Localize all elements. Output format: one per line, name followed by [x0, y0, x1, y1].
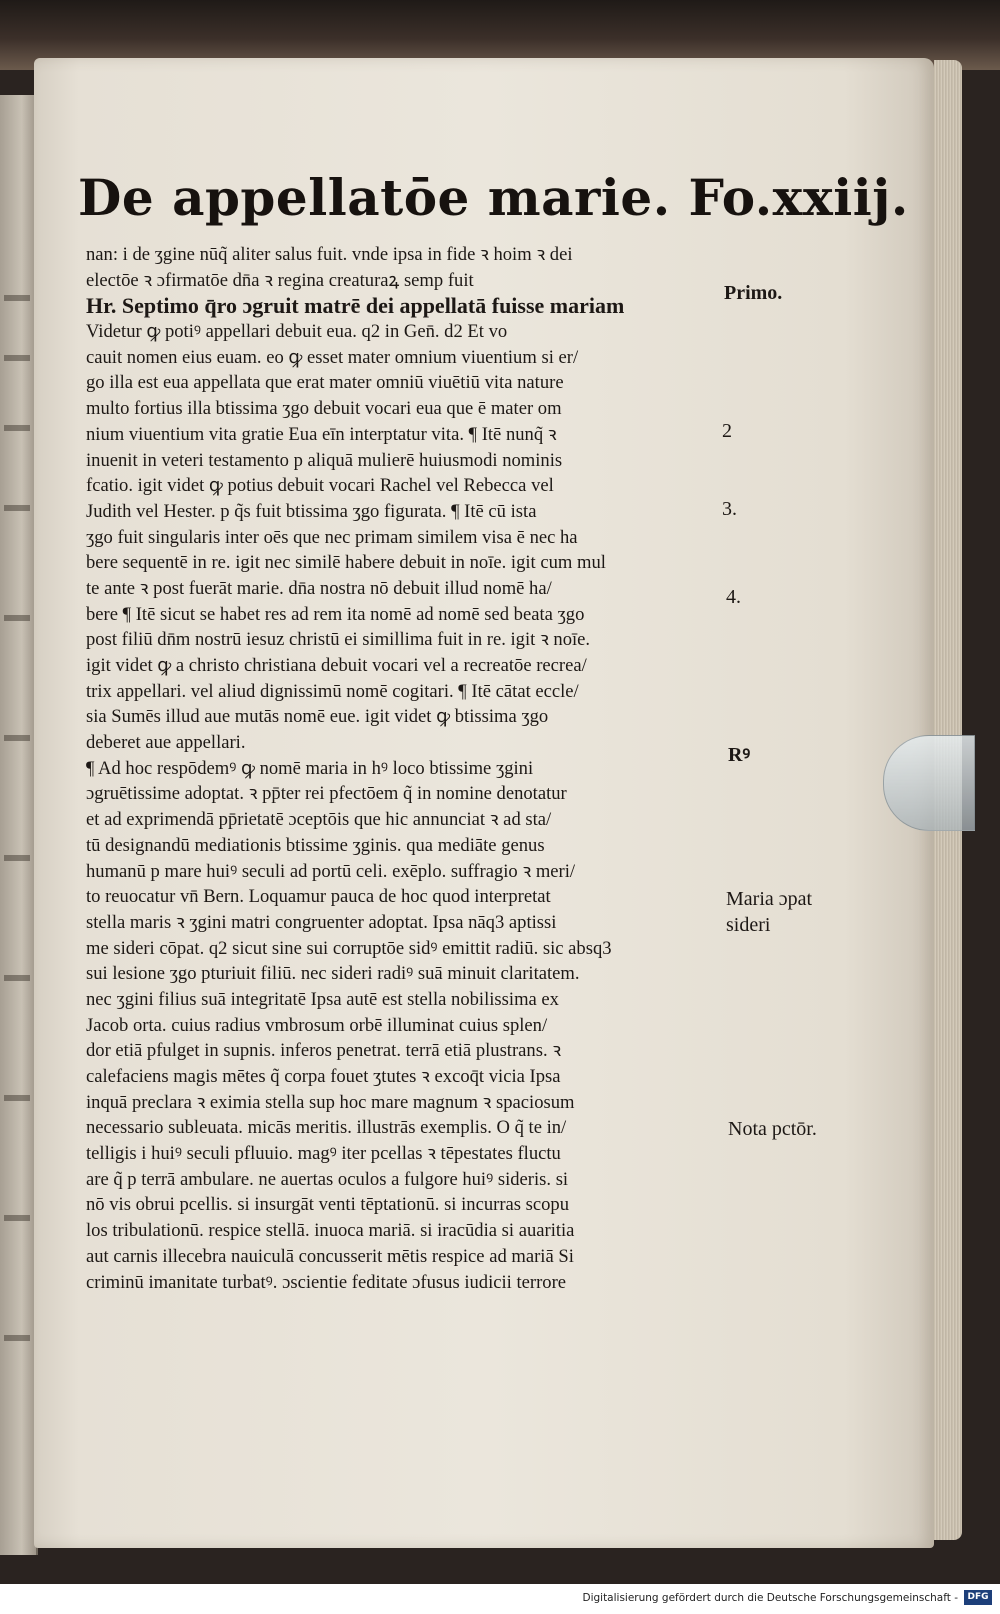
text-line: los tribulationū. respice stellā. inuoca mariā. si iracūdia si auaritia [86, 1220, 575, 1242]
text-line: et ad exprimendā pp̄rietatē ɔceptōis que hic annunciat ꝛ ad sta/ [86, 809, 552, 831]
text-line: post filiū dn̄m nostrū iesuz christū ei simillima fuit in re. igit ꝛ noīe. [86, 629, 591, 651]
text-line: telligis i huiꝰ seculi pfluuio. magꝰ iter pcellas ꝛ tēpestates fluctu [86, 1143, 561, 1165]
text-line: inquā preclara ꝛ eximia stella sup hoc mare magnum ꝛ spaciosum [86, 1091, 575, 1113]
main-text-column [86, 242, 726, 1295]
text-line: trix appellari. vel aliud dignissimū nomē cogitari. ¶ Itē cātat eccle/ [86, 680, 579, 702]
text-line-initial: Hr. Septimo q̄ro ɔgruit matrē dei appellatā fuisse mariam [86, 293, 625, 319]
text-line: electōe ꝛ ɔfirmatōe dn̄a ꝛ regina creaturaꝝ semp fuit [86, 269, 474, 291]
facing-page-edge [0, 95, 38, 1555]
text-line: cauit nomen eius euam. eo ꝙ esset mater omnium viuentium si er/ [86, 346, 579, 368]
text-line: multo fortius illa btissima ʒgo debuit vocari eua que ē mater om [86, 398, 562, 420]
text-line: are q̃ p terrā ambulare. ne auertas oculos a fulgore huiꝰ sideris. si [86, 1168, 569, 1190]
text-line: humanū p mare huiꝰ seculi ad portū celi. exēplo. suffragio ꝛ meri/ [86, 860, 576, 882]
text-line: ɔgruētissime adoptat. ꝛ pp̄ter rei pfectōem q̃ in nomine denotatur [86, 783, 567, 805]
text-line: nec ʒgini filius suā integritatē Ipsa autē est stella nobilissima ex [86, 988, 559, 1010]
text-line: bere ¶ Itē sicut se habet res ad rem ita nomē ad nomē sed beata ʒgo [86, 603, 585, 625]
marginal-note: Rꝰ [728, 744, 751, 766]
text-line: Judith vel Hester. p q̃s fuit btissima ʒgo figurata. ¶ Itē cū ista [86, 500, 537, 522]
text-line: te ante ꝛ post fuerāt marie. dn̄a nostra nō debuit illud nomē ha/ [86, 577, 552, 599]
text-line: me sideri cōpat. q2 sicut sine sui corruptōe sidꝰ emittit radiū. sic absq3 [86, 937, 612, 959]
text-line: go illa est eua appellata que erat mater omniū viuētiū vita nature [86, 372, 564, 394]
text-line: to reuocatur vn̄ Bern. Loquamur pauca de hoc quod interpretat [86, 886, 551, 908]
text-line: criminū imanitate turbatꝰ. ɔscientie feditate ɔfusus iudicii terrore [86, 1271, 567, 1293]
marginal-note: 3. [722, 498, 737, 520]
text-line: nium viuentium vita gratie Eua eīn interptatur vita. ¶ Itē nunq̃ ꝛ [86, 423, 557, 445]
text-line: inuenit in veteri testamento p aliquā mulierē huiusmodi nominis [86, 449, 563, 471]
text-line: ʒgo fuit singularis inter oēs que nec primam similem visa ē nec ha [86, 526, 578, 548]
text-line: fcatio. igit videt ꝙ potius debuit vocari Rachel vel Rebecca vel [86, 475, 554, 497]
text-line: stella maris ꝛ ʒgini matri congruenter adoptat. Ipsa nāq3 aptissi [86, 911, 557, 933]
marginal-note: sideri [726, 914, 771, 936]
marginal-note: 2 [722, 420, 732, 442]
footer-bar [0, 1584, 1000, 1614]
text-line: igit videt ꝙ a christo christiana debuit vocari vel a recreatōe recrea/ [86, 655, 587, 676]
dfg-logo: DFG [964, 1590, 992, 1605]
page-clip [883, 735, 975, 831]
running-header: De appellatōe marie. Fo.xxiij. [78, 168, 909, 227]
text-line: ¶ Ad hoc respōdemꝰ ꝙ nomē maria in hꝰ loco btissime ʒgini [86, 757, 534, 779]
marginal-note: Primo. [724, 282, 783, 304]
text-line: nan: i de ʒgine nūq̃ aliter salus fuit. vnde ipsa in fide ꝛ hoim ꝛ dei [86, 244, 573, 265]
text-line: aut carnis illecebra nauiculā concusserit mētis respice ad mariā Si [86, 1245, 574, 1267]
marginal-note: 4. [726, 586, 741, 608]
funding-credit: Digitalisierung gefördert durch die Deutsche Forschungsgemeinschaft - [582, 1592, 958, 1604]
text-line: deberet aue appellari. [86, 732, 246, 754]
text-line: sia Sumēs illud aue mutās nomē eue. igit videt ꝙ btissima ʒgo [86, 706, 549, 728]
text-line: bere sequentē in re. igit nec similē habere debuit in noīe. igit cum mul [86, 552, 606, 574]
text-line: nō vis obrui pcellis. si insurgāt venti tēptationū. si incurras scopu [86, 1194, 570, 1216]
text-line: dor etiā pfulget in supnis. inferos penetrat. terrā etiā plustrans. ꝛ [86, 1040, 562, 1062]
text-line: calefaciens magis mētes q̃ corpa fouet ʒtutes ꝛ excoq̄t vicia Ipsa [86, 1066, 561, 1087]
text-line: tū designandū mediationis btissime ʒginis. qua mediāte genus [86, 834, 545, 856]
text-line: Jacob orta. cuius radius vmbrosum orbē illuminat cuius splen/ [86, 1014, 548, 1036]
marginal-note: Nota pctōr. [728, 1118, 817, 1140]
text-line: necessario subleuata. micās meritis. illustrās exemplis. O q̃ te in/ [86, 1117, 567, 1139]
marginal-note: Maria ɔpat [726, 888, 813, 910]
text-line: Videtur ꝙ potiꝰ appellari debuit eua. q2 in Gen̄. d2 Et vo [86, 321, 508, 343]
text-line: sui lesione ʒgo pturiuit filiū. nec sideri radiꝰ suā minuit claritatem. [86, 963, 580, 985]
